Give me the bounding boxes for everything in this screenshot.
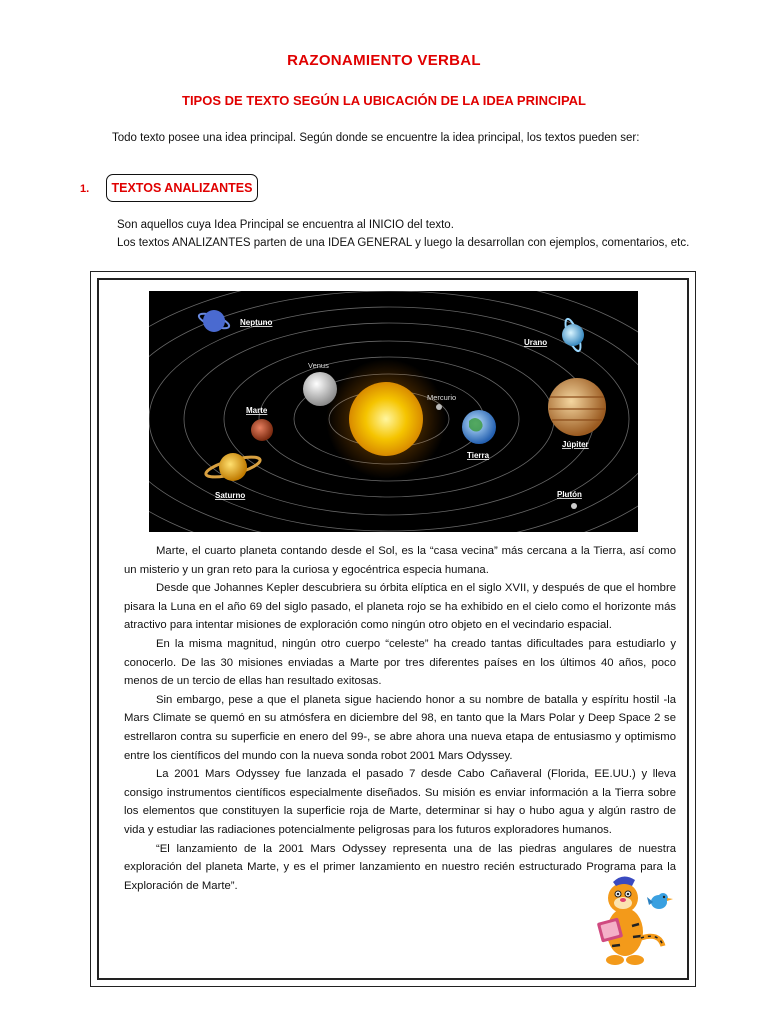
- mars-icon: [251, 419, 273, 441]
- label-venus: Venus: [308, 361, 329, 370]
- label-mercurio: Mercurio: [427, 393, 457, 402]
- venus-icon: [303, 372, 337, 406]
- uranus-icon: [562, 324, 584, 346]
- section-number: 1.: [80, 183, 90, 195]
- article-paragraph: Marte, el cuarto planeta contando desde el Sol, es la “casa vecina” más cercana a la Tierra, así como un misterio y un gran reto para la curiosa y egocéntrica especia humana.: [124, 545, 676, 576]
- saturn-icon: [219, 453, 247, 481]
- label-tierra: Tierra: [467, 451, 490, 460]
- article-paragraph: Sin embargo, pese a que el planeta sigue haciendo honor a su nombre de batalla y espíritu hostil -la Mars Climate se quemó en su atmósfera en diciembre del 98, en tanto que la Mars Polar y Deep Space 2 se estrellaron contra su superficie en enero del 99-, se abre ahora una nueva etapa de entusiasmo y optimismo entre los científicos del mundo con la nueva sonda robot 2001 Mars Odyssey.: [124, 693, 676, 762]
- intro-text: Todo texto posee una idea principal. Según donde se encuentre la idea principal, los textos pueden ser:: [112, 132, 640, 144]
- mercury-icon: [436, 404, 442, 410]
- solar-system-image: [149, 291, 638, 532]
- definition-line: Los textos ANALIZANTES parten de una IDEA GENERAL y luego la desarrollan con ejemplos, comentarios, etc.: [117, 237, 690, 249]
- neptune-icon: [203, 310, 225, 332]
- pluto-icon: [571, 503, 577, 509]
- label-jupiter: Júpiter: [562, 440, 589, 449]
- article-body: [124, 542, 676, 895]
- sun-icon: [349, 382, 423, 456]
- article-paragraph: En la misma magnitud, ningún otro cuerpo “celeste” ha creado tantas dificultades para estudiarlo y conocerlo. De las 30 misiones enviadas a Marte por tres diferentes países en los últimos 40 años, poco menos de un tercio de ellas han resultado exitosas.: [124, 637, 676, 688]
- label-pluton: Plutón: [557, 490, 582, 499]
- section-heading: [106, 174, 258, 202]
- section-heading-label: TEXTOS ANALIZANTES: [111, 181, 253, 195]
- label-urano: Urano: [524, 338, 548, 347]
- section-definition: [117, 216, 717, 252]
- label-marte: Marte: [246, 406, 268, 415]
- tiger-mascot-image: [585, 872, 677, 968]
- page-title: RAZONAMIENTO VERBAL: [287, 52, 481, 69]
- definition-line: Son aquellos cuya Idea Principal se encuentra al INICIO del texto.: [117, 219, 454, 231]
- label-neptuno: Neptuno: [240, 318, 273, 327]
- jupiter-icon: [548, 378, 606, 436]
- label-saturno: Saturno: [215, 491, 246, 500]
- article-paragraph: La 2001 Mars Odyssey fue lanzada el pasado 7 desde Cabo Cañaveral (Florida, EE.UU.) y lleva consigo instrumentos científicos especialmente diseñados. Su misión es enviar información a la Tierra sobre los elementos que constituyen la superficie roja de Marte, determinar si hay o hubo agua y algún rastro de vida y estudiar las radiaciones potencialmente peligrosas para los futuros exploradores humanos.: [124, 768, 676, 836]
- article-paragraph: “El lanzamiento de la 2001 Mars Odyssey representa una de las piedras angulares de nuestra exploración del planeta Marte, y es el primer lanzamiento en nuestro recién estructurado Programa para la Exploración de Marte”.: [124, 842, 676, 892]
- article-paragraph: Desde que Johannes Kepler descubriera su órbita elíptica en el siglo XVII, y después de que el hombre pisara la Luna en el año 69 del siglo pasado, el planeta rojo se ha exhibido en el cielo como el horizonte más atractivo para intentar misiones de exploración como ningún otro objeto en el vecindario espacial.: [124, 582, 676, 632]
- page-subtitle: TIPOS DE TEXTO SEGÚN LA UBICACIÓN DE LA IDEA PRINCIPAL: [182, 93, 586, 108]
